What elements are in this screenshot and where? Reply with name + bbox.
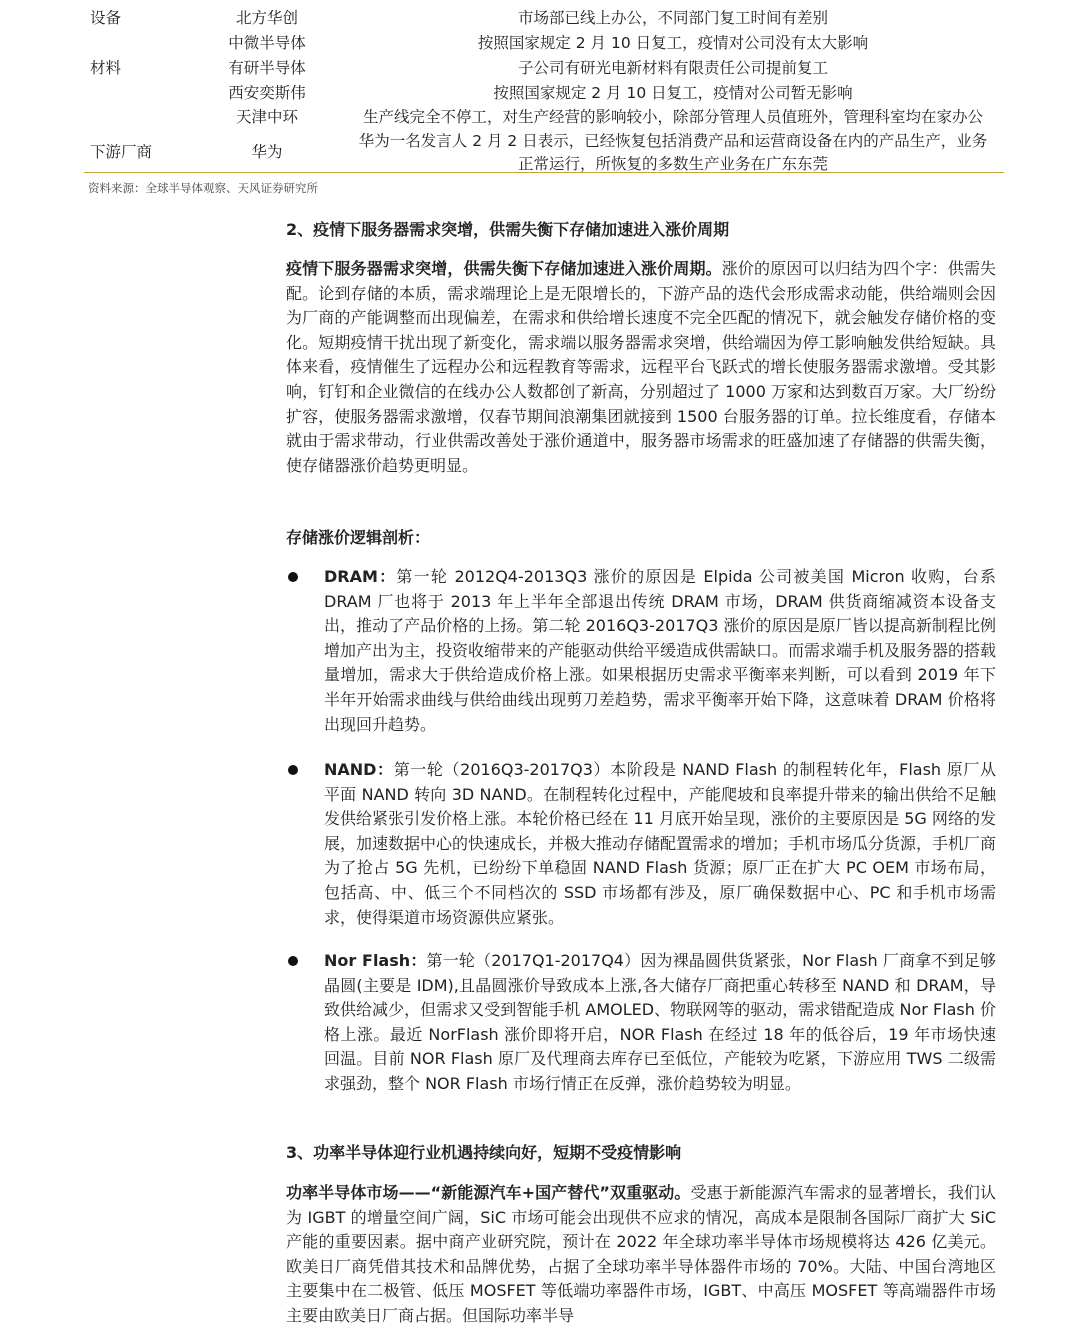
section-2-heading: 2、疫情下服务器需求突增，供需失衡下存储加速进入涨价周期: [286, 220, 730, 239]
table-row: [84, 31, 1004, 55]
section-2-lead: 疫情下服务器需求突增，供需失衡下存储加速进入涨价周期。: [286, 259, 722, 278]
table-cell-desc: 子公司有研光电新材料有限责任公司提前复工: [517, 59, 828, 77]
table-row: [84, 6, 1004, 30]
table-row: [84, 105, 1004, 129]
table-cell-company: 有研半导体: [228, 59, 306, 77]
table-cell-company: 天津中环: [235, 108, 298, 126]
bullet-text: 第一轮 2012Q4-2013Q3 涨价的原因是 Elpida 公司被美国 Micron 收购，台系 DRAM 厂也将于 2013 年上半年全部退出传统 DRAM 市场，DRAM 供货商缩减资本设备支出，推动了产品价格的上扬。第二轮 2016Q3-2017Q3 涨价的原因是原厂皆以提高新制程比例增加产出为主，投资收缩带来的产能驱动供给平缓造成供需缺口。而需求端手机及服务器的搭载量增加，需求大于供给造成价格上涨。如果根据历史需求平衡率来判断，可以看到 2019 年下半年开始需求曲线与供给曲线出现剪刀差趋势，需求平衡率开始下降，这意味着 DRAM 价格将出现回升趋势。: [324, 567, 997, 734]
bullet-label: Nor Flash：: [324, 951, 427, 970]
table-row: [84, 56, 1004, 80]
table-cell-desc: 生产线完全不停工，对生产经营的影响较小，除部分管理人员值班外，管理科室均在家办公: [362, 108, 983, 126]
section-3-body: 受惠于新能源汽车需求的显著增长，我们认为 IGBT 的增量空间广阔，SiC 市场可能会出现供不应求的情况，高成本是限制各国际厂商扩大 SiC 产能的重要因素。据中商产业研究院，预计在 2022 年全球功率半导体市场规模将达 426 亿美元。欧美日厂商凭借其技术和品牌优势，占据了全球功率半导体器件市场的 70%。大陆、中国台湾地区主要集中在二极管、低压 MOSFET 等低端功率器件市场，IGBT、中高压 MOSFET 等高端器件市场主要由欧美日厂商占据。但国际功率半导: [286, 1183, 996, 1325]
bullet-dot: [288, 572, 298, 582]
section-2-paragraph: [286, 257, 996, 478]
table-cell-company: 西安奕斯伟: [228, 84, 306, 102]
section-3-paragraph: [286, 1181, 996, 1329]
table-cell-category: 下游厂商: [90, 143, 153, 161]
bullet-item-nand: [324, 758, 996, 930]
table-cell-desc: 市场部已线上办公，不同部门复工时间有差别: [517, 9, 828, 27]
table-cell-company: 中微半导体: [228, 34, 306, 52]
bullet-text: 第一轮（2017Q1-2017Q4）因为裸晶圆供货紧张，Nor Flash 厂商拿不到足够晶圆(主要是 IDM),且晶圆涨价导致成本上涨,各大储存厂商把重心转移至 NAND 和 DRAM，导致供给减少，但需求又受到智能手机 AMOLED、物联网等的驱动，需求错配造成 Nor Flash 价格上涨。最近 NorFlash 涨价即将开启，NOR Flash 在经过 18 年的低谷后，19 年市场快速回温。目前 NOR Flash 原厂及代理商去库存已至低位，产能较为吃紧，下游应用 TWS 二级需求强劲，整个 NOR Flash 市场行情正在反弹，涨价趋势较为明显。: [324, 951, 996, 1093]
table-cell-category: 材料: [90, 59, 122, 77]
bullet-text: 第一轮（2016Q3-2017Q3）本阶段是 NAND Flash 的制程转化年，Flash 原厂从平面 NAND 转向 3D NAND。在制程转化过程中，产能爬坡和良率提升带来的输出供给不足触发供给紧张引发价格上涨。本轮价格已经在 11 月底开始呈现，涨价的主要原因是 5G 网络的发展，加速数据中心的快速成长，并极大推动存储配置需求的增加；手机市场瓜分货源，手机厂商为了抢占 5G 先机，已纷纷下单稳固 NAND Flash 货源；原厂正在扩大 PC OEM 市场布局，包括高、中、低三个不同档次的 SSD 市场都有涉及，原厂确保数据中心、PC 和手机市场需求，使得渠道市场资源供应紧张。: [324, 760, 997, 927]
table-cell-desc: 按照国家规定 2 月 10 日复工，疫情对公司暂无影响: [493, 84, 853, 102]
section-2-subheading: 存储涨价逻辑剖析：: [286, 528, 431, 547]
section-2-body: 涨价的原因可以归结为四个字：供需失配。论到存储的本质，需求端理论上是无限增长的，下游产品的迭代会形成需求动能，供给端则会因为厂商的产能调整而出现偏差，在需求和供给增长速度不完全匹配的情况下，就会触发存储价格的变化。短期疫情干扰出现了新变化，需求端以服务器需求突增，供给端因为停工影响触发供给短缺。具体来看，疫情催生了远程办公和远程教育等需求，远程平台飞跃式的增长使服务器需求激增。受其影响，钉钉和企业微信的在线办公人数都创了新高，分别超过了 1000 万家和达到数百万家。大厂纷纷扩容，使服务器需求激增，仅春节期间浪潮集团就接到 1500 台服务器的订单。拉长维度看，存储本就由于需求带动，行业供需改善处于涨价通道中，服务器市场需求的旺盛加速了存储器的供需失衡，使存储器涨价趋势更明显。: [286, 259, 996, 475]
table-cell-desc: 正常运行，所恢复的多数生产业务在广东东莞: [517, 155, 828, 173]
table-bottom-rule: [84, 172, 1004, 173]
table-cell-company: 北方华创: [235, 9, 298, 27]
section-3-heading: 3、功率半导体迎行业机遇持续向好，短期不受疫情影响: [286, 1143, 682, 1162]
section-3-lead: 功率半导体市场——“新能源汽车+国产替代”双重驱动。: [286, 1183, 691, 1202]
table-row: [84, 81, 1004, 105]
table-cell-desc: 华为一名发言人 2 月 2 日表示，已经恢复包括消费产品和运营商设备在内的产品生产，业务: [358, 132, 988, 150]
bullet-item-nor-flash: [324, 949, 996, 1097]
table-cell-company: 华为: [251, 143, 283, 161]
bullet-dot: [288, 956, 298, 966]
table-cell-category: 设备: [90, 9, 122, 27]
table-cell-desc: 按照国家规定 2 月 10 日复工，疫情对公司没有太大影响: [477, 34, 869, 52]
bullet-label: NAND：: [324, 760, 394, 779]
bullet-dot: [288, 765, 298, 775]
bullet-item-dram: [324, 565, 996, 737]
bullet-label: DRAM：: [324, 567, 397, 586]
table-source-note: 资料来源：全球半导体观察、天风证券研究所: [88, 181, 318, 195]
